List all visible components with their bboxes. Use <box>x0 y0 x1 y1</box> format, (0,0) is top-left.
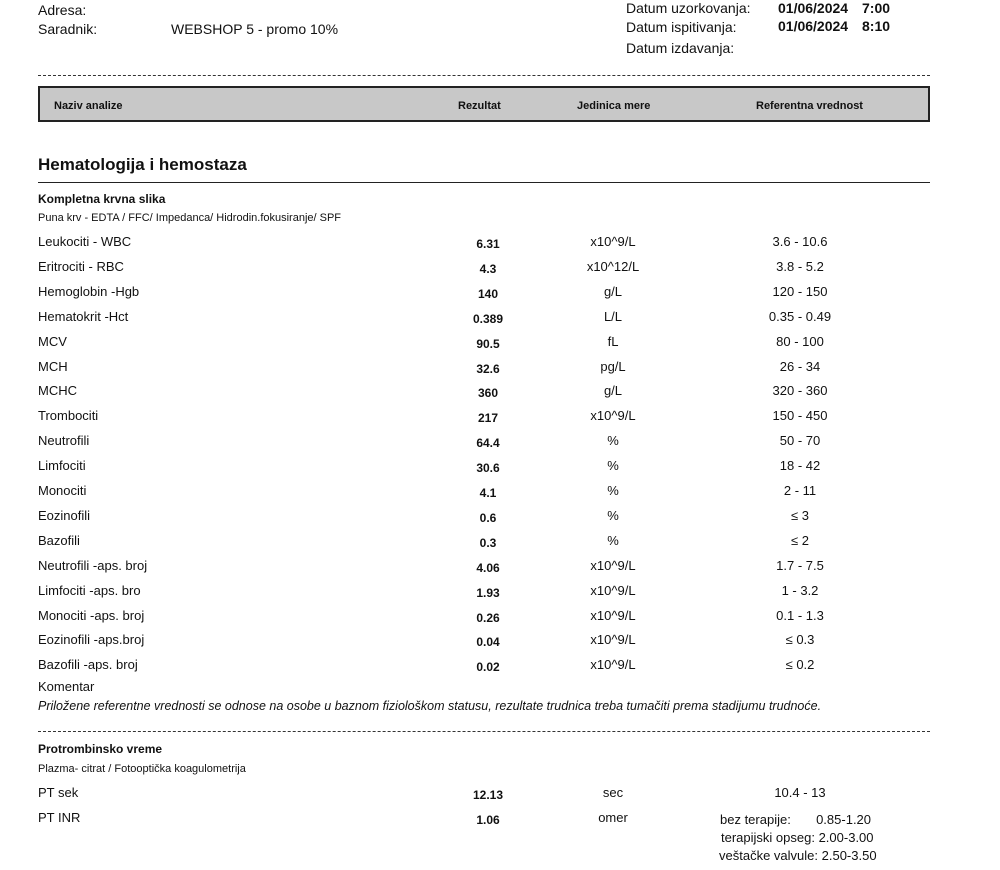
test-result: 1.93 <box>476 585 500 600</box>
test-reference: ≤ 0.2 <box>785 657 815 673</box>
table-row <box>0 284 1000 309</box>
test-unit: x10^9/L <box>590 557 636 573</box>
test-unit: sec <box>602 785 624 800</box>
test-reference: 2 - 11 <box>783 483 817 498</box>
table-row <box>0 359 1000 384</box>
inr-ref-value: 0.85-1.20 <box>816 812 872 827</box>
table-row <box>0 558 1000 583</box>
test-result: 0.6 <box>479 510 497 525</box>
table-row <box>0 608 1000 633</box>
table-row <box>0 383 1000 408</box>
test-unit: x10^9/L <box>590 582 636 598</box>
inr-ref-value: 2.50-3.50 <box>821 848 877 863</box>
test-unit: omer <box>598 810 628 825</box>
test-result: 4.1 <box>479 486 497 500</box>
address-label: Adresa: <box>38 2 87 18</box>
test-reference: 3.8 - 5.2 <box>776 258 824 274</box>
table-row <box>0 309 1000 334</box>
test-reference: ≤ 2 <box>791 532 809 548</box>
test-name: Bazofili <box>38 532 80 548</box>
table-row <box>0 508 1000 533</box>
test-name: Trombociti <box>38 408 99 424</box>
test-reference: 3.6 - 10.6 <box>772 234 828 249</box>
inr-ref-line-1 <box>720 811 871 829</box>
inr-ref-label: bez terapije: <box>720 812 791 827</box>
inr-ref-label: veštačke valvule: <box>719 848 818 863</box>
test-name: Eozinofili <box>38 507 91 523</box>
test-result: 90.5 <box>476 336 500 351</box>
test-name: MCHC <box>38 383 77 399</box>
test-reference: 80 - 100 <box>776 333 824 349</box>
test-name: Eozinofili -aps.broj <box>38 632 145 648</box>
test-unit: % <box>607 483 619 498</box>
cbc-method: Puna krv - EDTA / FFC/ Impedanca/ Hidrodin.fokusiranje/ SPF <box>38 212 342 224</box>
comment-text: Priložene referentne vrednosti se odnose na osobe u baznom fiziološkom statusu, rezultate trudnica treba tumačiti prema stadijumu trudnoće. <box>38 699 822 713</box>
test-reference: 0.1 - 1.3 <box>776 607 824 623</box>
test-name: Neutrofili -aps. broj <box>38 557 148 573</box>
section-title: Hematologija i hemostaza <box>38 155 247 174</box>
test-reference: 150 - 450 <box>772 408 828 424</box>
table-row <box>0 583 1000 608</box>
test-name: MCH <box>38 358 68 374</box>
comment-label: Komentar <box>38 679 95 694</box>
table-row <box>0 483 1000 508</box>
test-name: PT INR <box>38 810 81 825</box>
test-result: 4.06 <box>476 560 500 575</box>
test-name: Limfociti -aps. bro <box>38 582 141 598</box>
test-name: MCV <box>38 333 67 349</box>
sampling-date-label: Datum uzorkovanja: <box>626 0 751 16</box>
associate-label: Saradnik: <box>38 21 98 37</box>
test-result: 6.31 <box>476 237 500 251</box>
test-name: Limfociti <box>38 458 86 474</box>
test-result: 217 <box>477 411 499 426</box>
test-reference: 18 - 42 <box>779 458 821 474</box>
test-reference: ≤ 3 <box>791 507 809 523</box>
test-result: 64.4 <box>476 436 500 451</box>
table-row <box>0 234 1000 259</box>
test-unit: % <box>607 532 619 548</box>
test-name: Leukociti - WBC <box>38 234 132 249</box>
test-name: PT sek <box>38 785 79 800</box>
test-result: 140 <box>477 286 499 301</box>
test-result: 360 <box>477 386 499 401</box>
test-result: 1.06 <box>476 813 500 827</box>
test-reference: ≤ 0.3 <box>785 632 815 648</box>
test-name: Bazofili -aps. broj <box>38 657 138 673</box>
test-reference: 1 - 3.2 <box>781 582 819 598</box>
table-row <box>0 657 1000 682</box>
table-row <box>0 408 1000 433</box>
table-row <box>0 632 1000 657</box>
test-result: 0.3 <box>479 535 497 550</box>
test-reference: 10.4 - 13 <box>774 785 826 800</box>
column-header-bar <box>38 86 930 122</box>
test-result: 4.3 <box>479 261 497 276</box>
table-row <box>0 433 1000 458</box>
test-unit: % <box>607 507 619 523</box>
testing-time-value: 8:10 <box>862 18 891 34</box>
test-result: 30.6 <box>476 461 500 476</box>
col-reference-header: Referentna vrednost <box>756 100 863 112</box>
inr-ref-value: 2.00-3.00 <box>818 830 874 845</box>
pt-method: Plazma- citrat / Fotooptička koagulometrija <box>38 763 246 775</box>
test-unit: x10^9/L <box>590 607 636 623</box>
table-row <box>0 785 1000 810</box>
test-result: 0.26 <box>476 610 500 625</box>
test-reference: 0.35 - 0.49 <box>768 308 832 324</box>
test-unit: % <box>607 458 619 474</box>
test-reference: 120 - 150 <box>772 283 828 299</box>
inr-ref-line-3 <box>719 847 877 865</box>
test-unit: x10^9/L <box>590 234 636 249</box>
header-divider <box>38 75 930 76</box>
associate-value: WEBSHOP 5 - promo 10% <box>171 21 339 37</box>
test-result: 12.13 <box>472 788 504 802</box>
test-name: Hematokrit -Hct <box>38 308 129 324</box>
table-row <box>0 533 1000 558</box>
section-divider <box>38 182 930 183</box>
table-row <box>0 334 1000 359</box>
test-name: Monociti <box>38 483 87 498</box>
test-unit: x10^9/L <box>590 408 636 424</box>
test-unit: fL <box>607 333 619 349</box>
test-name: Monociti -aps. broj <box>38 607 145 623</box>
test-unit: x10^12/L <box>586 258 640 274</box>
test-reference: 26 - 34 <box>779 358 821 374</box>
test-unit: g/L <box>603 283 623 299</box>
test-result: 32.6 <box>476 361 500 376</box>
comment-divider <box>38 731 930 732</box>
test-reference: 50 - 70 <box>779 433 821 449</box>
test-result: 0.04 <box>476 635 500 650</box>
test-unit: L/L <box>603 308 623 324</box>
test-unit: pg/L <box>600 358 626 374</box>
test-unit: x10^9/L <box>590 632 636 648</box>
test-unit: x10^9/L <box>590 657 636 673</box>
pt-group-title: Protrombinsko vreme <box>38 742 163 756</box>
col-result-header: Rezultat <box>458 100 501 112</box>
test-result: 0.02 <box>476 660 500 675</box>
test-reference: 320 - 360 <box>772 383 828 399</box>
testing-date-value: 01/06/2024 <box>778 18 849 34</box>
test-reference: 1.7 - 7.5 <box>776 557 824 573</box>
sampling-date-value: 01/06/2024 <box>778 0 849 16</box>
table-row <box>0 259 1000 284</box>
test-name: Eritrociti - RBC <box>38 258 124 274</box>
table-row <box>0 458 1000 483</box>
test-name: Hemoglobin -Hgb <box>38 283 140 299</box>
col-unit-header: Jedinica mere <box>577 100 651 112</box>
test-unit: g/L <box>603 383 623 399</box>
col-name-header: Naziv analize <box>54 100 123 112</box>
test-result: 0.389 <box>472 311 504 326</box>
test-unit: % <box>607 433 619 449</box>
inr-ref-label: terapijski opseg: <box>721 830 815 845</box>
testing-date-label: Datum ispitivanja: <box>626 19 737 35</box>
issue-date-label: Datum izdavanja: <box>626 40 735 56</box>
inr-ref-line-2 <box>721 829 874 847</box>
test-name: Neutrofili <box>38 433 90 449</box>
cbc-group-title: Kompletna krvna slika <box>38 192 166 206</box>
sampling-time-value: 7:00 <box>862 0 891 16</box>
